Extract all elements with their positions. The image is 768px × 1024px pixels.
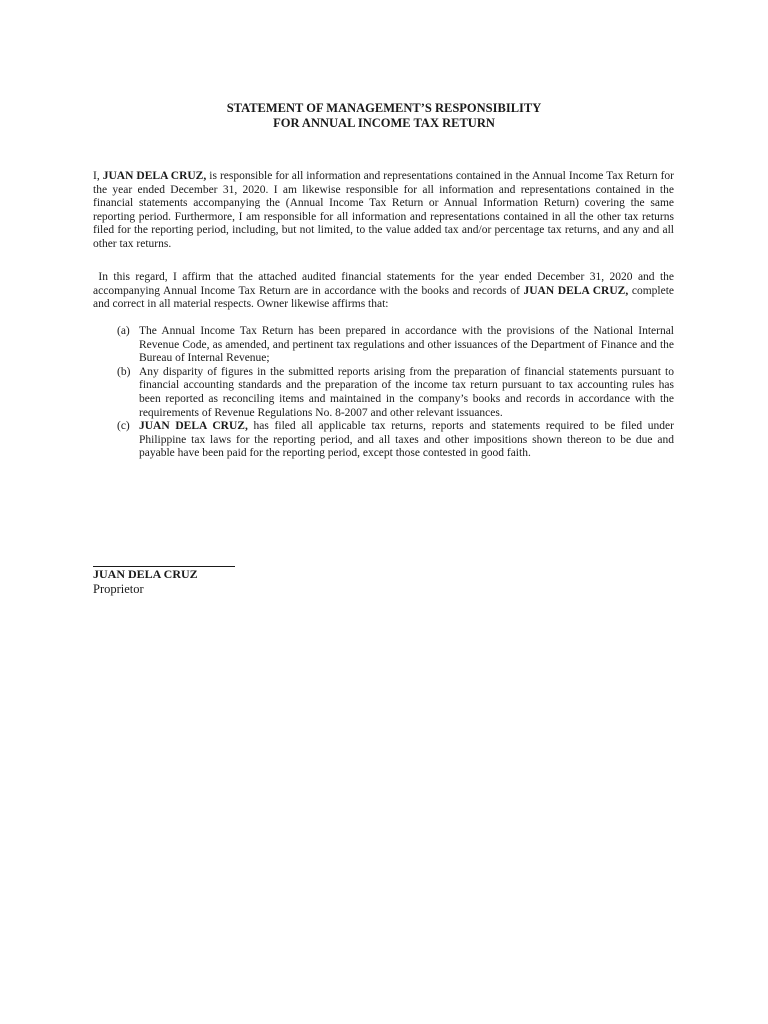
list-item	[117, 325, 674, 366]
list-marker: (b)	[117, 365, 131, 378]
owner-name: JUAN DELA CRUZ,	[523, 284, 629, 297]
list-item	[117, 420, 674, 461]
list-item	[117, 366, 674, 420]
affirmation-list	[117, 325, 674, 461]
list-item-text: has filed all applicable tax returns, reports and statements required to be filed under Philippine tax laws for the reporting period, and all taxes and other impositions shown thereon to be due and payable have been paid for the reporting period, except those contested in good faith.	[139, 420, 674, 460]
signatory-name: JUAN DELA CRUZ	[93, 567, 198, 581]
signatory-title: Proprietor	[93, 582, 144, 596]
owner-name: JUAN DELA CRUZ,	[139, 420, 248, 433]
paragraph-lead: I,	[93, 170, 100, 182]
list-marker: (c)	[117, 420, 130, 433]
paragraph-body: is responsible for all information and representations contained in the Annual Income Tax Return for the year ended December 31, 2020. I am likewise responsible for all information and representations contained in the financial statements accompanying the (Annual Income Tax Return or Annual Information Return) covering the same reporting period. Furthermore, I am responsible for all information and representations contained in all the other tax returns filed for the reporting period, including, but not limited, to the value added tax and/or percentage tax returns, and any and all other tax returns.	[93, 170, 674, 250]
title-line-2: FOR ANNUAL INCOME TAX RETURN	[273, 116, 495, 130]
owner-name: JUAN DELA CRUZ,	[102, 170, 207, 182]
title-line-1: STATEMENT OF MANAGEMENT’S RESPONSIBILITY	[226, 101, 542, 115]
paragraph-tail: complete and correct in all material respects. Owner likewise affirms that:	[93, 284, 675, 311]
list-marker: (a)	[117, 325, 130, 337]
paragraph-responsibility	[93, 170, 674, 252]
list-item-text: The Annual Income Tax Return has been prepared in accordance with the provisions of the National Internal Revenue Code, as amended, and pertinent tax regulations and other issuances of the Department of Finance and the Bureau of Internal Revenue;	[139, 325, 674, 365]
document-title	[0, 101, 768, 131]
paragraph-affirmation	[93, 271, 674, 312]
paragraph-body: In this regard, I affirm that the attached audited financial statements for the year ended December 31, 2020 and the accompanying Annual Income Tax Return are in accordance with the books and records of	[93, 271, 674, 297]
list-item-text: Any disparity of figures in the submitted reports arising from the preparation of financial statements pursuant to financial accounting standards and the preparation of the income tax return pursuant to tax accounting rules has been reported as reconciling items and maintained in the company’s books and records in accordance with the requirements of Revenue Regulations No. 8-2007 and other relevant issuances.	[139, 365, 674, 419]
